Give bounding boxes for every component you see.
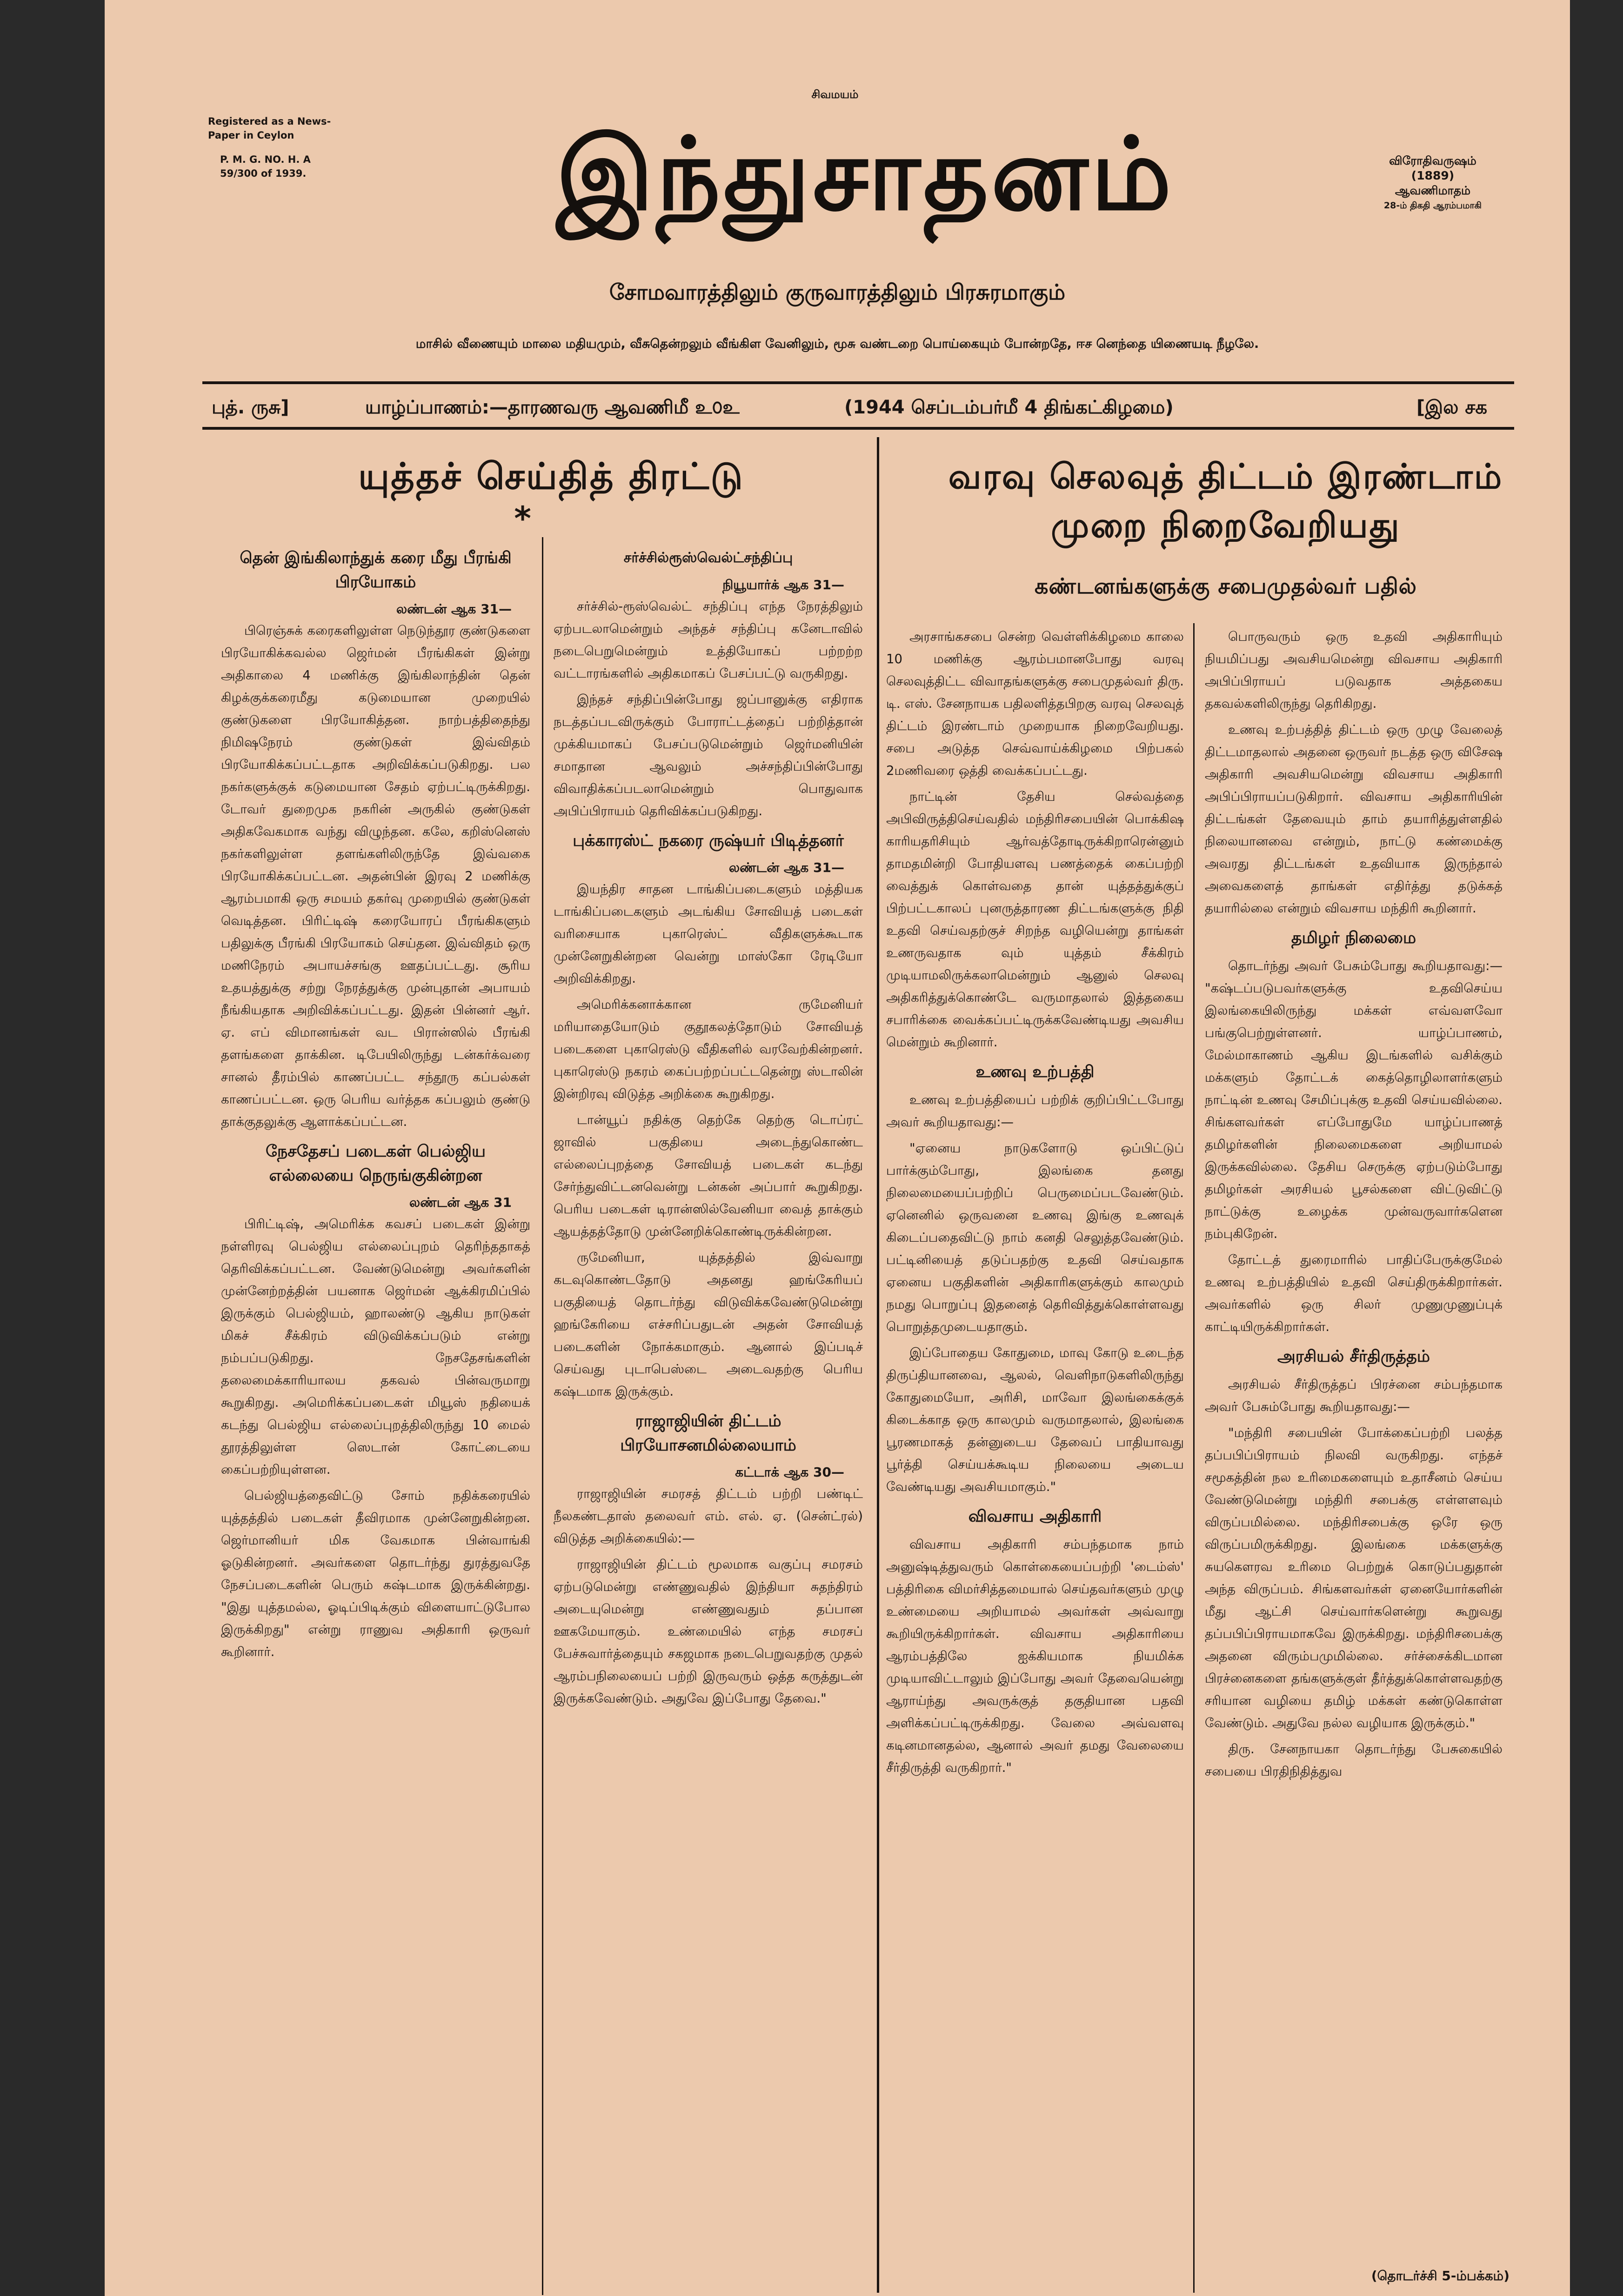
article-paragraph: டான்யூப் நதிக்கு தெற்கே தெற்கு டொப்ரட் ஜாவில் பகுதியை அடைந்துகொண்ட எல்லைப்புறத்தை சோவியத் படைகள் கடந்து சேர்ந்துவிட்டனவென்று டன்கன் அப்பார் கூறுகிறது. பெரிய படைகள் டிரான்ஸில்வேனியா வைத் தாக்கும் ஆயத்தத்தோடு முன்னேறிக்கொண்டிருக்கின்றன. <box>554 1112 863 1239</box>
headline: சர்ச்சில்ரூஸ்வெல்ட்சந்திப்பு <box>623 550 793 566</box>
headline: நேசதேசப் படைகள் பெல்ஜிய எல்லையை நெருங்குகின்றன <box>265 1142 486 1185</box>
article-paragraph: உணவு உற்பத்தியைப் பற்றிக் குறிப்பிட்டபோது அவர் கூறியதாவது:— <box>886 1092 1184 1130</box>
article-paragraph: ருமேனியா, யுத்தத்தில் இவ்வாறு கடவுகொண்டதோடு அதனது ஹங்கேரியப் பகுதியைத் தொடர்ந்து விடுவிக்கவேண்டுமென்று ஹங்கேரியை எச்சரிப்பதுடன் அதன் சோவியத் படைகளின் நோக்கமாகும். ஆனால் இப்படிச் செய்வது புடாபெஸ்டை அடைவதற்கு பெரிய கஷ்டமாக இருக்கும். <box>554 1250 863 1399</box>
registration-line: 59/300 of 1939. <box>220 168 307 179</box>
rule-bottom <box>202 427 1514 430</box>
article-paragraph: அரசாங்கசபை சென்ற வெள்ளிக்கிழமை காலை 10 மணிக்கு ஆரம்பமானபோது வரவு செலவுத்திட்ட விவாதங்களுக்கு சபைமுதல்வர் திரு. டி. எஸ். சேனநாயக பதிலளித்தபிறகு வரவு செலவுத் திட்டம் இரண்டாம் முறையாக நிறைவேறியது. சபை அடுத்த செவ்வாய்க்கிழமை பிற்பகல் 2மணிவரை ஒத்தி வைக்கப்பட்டது. <box>886 629 1184 778</box>
column-2 <box>554 539 863 2293</box>
article-paragraph: இந்தச் சந்திப்பின்போது ஜப்பானுக்கு எதிராக நடத்தப்படவிருக்கும் போராட்டத்தைப் பற்றித்தான் முக்கியமாகப் பேசப்படுமென்றும் ஜெர்மனியின் சமாதான ஆவலும் அச்சந்திப்பின்போது விவாதிக்கப்படலாமென்றும் பொதுவாக அபிப்பிராயம் தெரிவிக்கப்படுகிறது. <box>554 692 863 819</box>
volume: புத். ருசு] <box>212 397 289 418</box>
article-paragraph: "ஏனைய நாடுகளோடு ஒப்பிட்டுப் பார்க்கும்போது, இலங்கை தனது நிலைமையைப்பற்றிப் பெருமைப்படவேண்டும். ஏனெனில் ஒருவனை உணவு இங்கு உணவுக் கிடைப்பதைவிட்டு நாம் கனதி செலுத்தவேண்டும். பட்டினியைத் தடுப்பதற்கு உதவி செய்வதாக ஏனைய பகுதிகளின் அதிகாரிகளுக்கும் காலமும் நமது பொறுப்பு இதனைத் தெரிவித்துக்கொள்ளவது பொறுத்தமுடையதாகும். <box>886 1141 1184 1334</box>
headline: உணவு உற்பத்தி <box>975 1063 1095 1081</box>
year-info <box>1356 153 1509 213</box>
dateline-text: நியூயார்க் ஆக 31— <box>722 577 844 592</box>
war-news-title: யுத்தச் செய்தித் திரட்டு <box>358 456 744 498</box>
article-paragraph: இப்போதைய கோதுமை, மாவு கோடு உடைந்த திருப்தியானவை, ஆலல், வெளிநாடுகளிலிருந்து கோதுமையோ, அரிசி, மாவோ இலங்கைக்குக் கிடைக்காத ஒரு காலமும் வருமாதலால், இலங்கை பூரணமாகத் தன்னுடைய தேவைப் பாதியாவது பூர்த்தி செய்யக்கூடிய நிலையை அடைய வேண்டியது அவசியமாகும்." <box>886 1345 1184 1494</box>
article-paragraph: தொடர்ந்து அவர் பேசும்போது கூறியதாவது:— "கஷ்டப்படுபவர்களுக்கு உதவிசெய்ய இலங்கையிலிருந்து மக்கள் எவ்வளவோ பங்குபெற்றுள்ளனர். யாழ்ப்பாணம், மேல்மாகாணம் ஆகிய இடங்களில் வசிக்கும் மக்களும் தோட்டக் கைத்தொழிலாளர்களும் நாட்டின் உணவு சேமிப்புக்கு உதவி செய்யவில்லை. சிங்களவர்கள் எப்போதுமே யாழ்ப்பாணத் தமிழர்களின் நிலைமைகளை அறியாமல் இருக்கவில்லை. தேசிய செருக்கு ஏற்படும்போது தமிழர்கள் அரசியல் பூசல்களை விட்டுவிட்டு நாட்டுக்கு உழைக்க முன்வருவார்களென நம்புகிறேன். <box>1205 958 1503 1241</box>
article-paragraph: பெல்ஜியத்தைவிட்டு சோம் நதிக்கரையில் யுத்தத்தில் படைகள் தீவிரமாக முன்னேறுகின்றன. ஜெர்மானியர் மிக வேகமாக பின்வாங்கி ஓடுகின்றனர். அவர்களை தொடர்ந்து துரத்துவதே நேசப்படைகளின் பெரும் கஷ்டமாக இருக்கின்றது. "இது யுத்தமல்ல, ஓடிப்பிடிக்கும் விளையாட்டுபோல இருக்கிறது" என்று ராணுவ அதிகாரி ஒருவர் கூறினார். <box>221 1488 530 1659</box>
dateline <box>202 393 1514 421</box>
article-paragraph: ராஜாஜியின் திட்டம் மூலமாக வகுப்பு சமரசம் ஏற்படுமென்று எண்ணுவதில் இந்தியா சுதந்திரம் அடையுமென்று எண்ணுவதும் தப்பான ஊகமேயாகும். உண்மையில் எந்த சமரசப் பேச்சுவார்த்தையும் சகஜமாக நடைபெறுவதற்கு முதல் ஆரம்பநிலையைப் பற்றி இருவரும் ஒத்த கருத்துடன் இருக்கவேண்டும். அதுவே இப்போது தேவை." <box>554 1557 863 1706</box>
tagline: சோமவாரத்திலும் குருவாரத்திலும் பிரசுரமாகும் <box>609 280 1066 305</box>
budget-title-line2: முறை நிறைவேறியது <box>1051 506 1401 546</box>
star-ornament: * <box>514 499 533 538</box>
top-invocation: சிவமயம் <box>811 88 859 101</box>
registration-line: Paper in Ceylon <box>208 130 294 141</box>
headline: தென் இங்கிலாந்துக் கரை மீது பீரங்கி பிரயோகம் <box>240 549 512 592</box>
article-paragraph: தோட்டத் துரைமாரில் பாதிப்பேருக்குமேல் உணவு உற்பத்தியில் உதவி செய்திருக்கிறார்கள். அவர்களில் ஒரு சிலர் முணுமுணுப்புக் காட்டியிருக்கிறார்கள். <box>1205 1252 1503 1334</box>
article-paragraph: "மந்திரி சபையின் போக்கைப்பற்றி பலத்த தப்பபிப்பிராயம் நிலவி வருகிறது. எந்தச் சமூகத்தின் நல உரிமைகளையும் உதாசீனம் செய்ய வேண்டுமென்று மந்திரி சபைக்கு எள்ளளவும் விருப்பமில்லை. மந்திரிசபைக்கு ஒரே ஒரு விருப்பமிருக்கிறது. இலங்கை மக்களுக்கு சுயகௌரவ உரிமை பெற்றுக் கொடுப்பதுதான் அந்த விருப்பம். சிங்களவர்கள் ஏனையோர்களின் மீது ஆட்சி செய்வார்களென்று கூறுவது தப்பபிப்பிராயமாகவே இருக்கிறது. மந்திரிசபைக்கு அதனை விரும்பமுமில்லை. சர்ச்சைக்கிடமான பிரச்னைகளை தங்களுக்குள் தீர்த்துக்கொள்ளவதற்கு சரியான வழியை தமிழ் மக்கள் கண்டுகொள்ள வேண்டும். அதுவே நல்ல வழியாக இருக்கும்." <box>1205 1425 1503 1730</box>
newspaper-page <box>105 0 1570 2296</box>
headline: அரசியல் சீர்திருத்தம் <box>1277 1347 1430 1366</box>
article-paragraph: பிரிட்டிஷ், அமெரிக்க கவசப் படைகள் இன்று நள்ளிரவு பெல்ஜிய எல்லைப்புறம் தெரிந்ததாகத் தெரிவிக்கப்பட்டன. வேண்டுமென்று அவர்களின் முன்னேற்றத்தின் பயனாக ஜெர்மன் ஆக்கிரமிப்பில் இருக்கும் பெல்ஜியம், ஹாலண்டு ஆகிய நாடுகள் மிகச் சீக்கிரம் விடுவிக்கப்படும் என்று நம்பப்படுகிறது. நேசதேசங்களின் தலைமைக்காரியாலய தகவல் பின்வருமாறு கூறுகிறது. அமெரிக்கப்படைகள் மியூஸ் நதியைக் கடந்து பெல்ஜிய எல்லைப்புறத்திலிருந்து 10 மைல் தூரத்திலுள்ள ஸெடான் கோட்டையை கைப்பற்றியுள்ளன. <box>221 1217 530 1477</box>
registration-line: P. M. G. NO. H. A <box>220 154 311 165</box>
headline: ராஜாஜியின் திட்டம் பிரயோசனமில்லையாம் <box>620 1412 796 1455</box>
dateline-text: லண்டன் ஆக 31— <box>396 601 512 617</box>
column-divider <box>542 537 543 2295</box>
rule-top <box>202 381 1514 384</box>
article-paragraph: இயந்திர சாதன டாங்கிப்படைகளும் மத்தியக டாங்கிப்படைகளும் அடங்கிய சோவியத் படைகள் வரிசையாக புகாரெஸ்ட் வீதிகளுக்கூடாக முன்னேறுகின்றன வென்று மாஸ்கோ ரேடியோ அறிவிக்கிறது. <box>554 882 863 986</box>
headline: புக்காரஸ்ட் நகரை ருஷ்யர் பிடித்தனர் <box>573 832 844 850</box>
article-paragraph: உணவு உற்பத்தித் திட்டம் ஒரு முழு வேலைத் திட்டமாதலால் அதனை ஒருவர் நடத்த ஒரு விசேஷ அதிகாரி அவசியமென்று விவசாய அதிகாரி அபிப்பிராயப்படுகிறார். விவசாய அதிகாரியின் திட்டங்கள் தேவையும் தாம் தயாரித்துள்ளதில் நிலையானவை என்றும், நாட்டு கண்மைக்கு அவரது திட்டங்கள் உதவியாக இருந்தால் அவைகளைத் தாங்கள் எதிர்த்து தடுக்கத் தயாரில்லை என்றும் விவசாய மந்திரி கூறினார். <box>1205 722 1503 916</box>
article-paragraph: விவசாய அதிகாரி சம்பந்தமாக நாம் அனுஷ்டித்துவரும் கொள்கையைப்பற்றி 'டைம்ஸ்' பத்திரிகை விமர்சித்தமையால் செய்தவர்களும் முழு உண்மையை அறியாமல் அவர்கள் அவ்வாறு கூறியிருக்கிறார்கள். விவசாய அதிகாரியை ஆரம்பத்திலே ஐக்கியமாக நியமிக்க முடியாவிட்டாலும் இப்போது அவர் தேவையென்று ஆராய்ந்து அவருக்குத் தகுதியான பதவி அளிக்கப்பட்டிருக்கிறது. வேலை அவ்வளவு கடினமானதல்ல, ஆனால் அவர் தமது வேலையை சீர்திருத்தி வருகிறார்." <box>886 1537 1184 1775</box>
column-4 <box>1205 626 1503 2293</box>
article-paragraph: அமெரிக்கனாக்கான ருமேனியர் மரியாதையோடும் குதூகலத்தோடும் சோவியத் படைகளை புகாரெஸ்டு வீதிகளில் வரவேற்கின்றனர். புகாரெஸ்டு நகரம் கைப்பற்றப்பட்டதென்று ஸ்டாலின் இன்றிரவு விடுத்த அறிக்கை கூறுகிறது. <box>554 997 863 1101</box>
headline: விவசாய அதிகாரி <box>968 1507 1102 1526</box>
budget-subtitle: கண்டனங்களுக்கு சபைமுதல்வர் பதில் <box>1035 573 1417 599</box>
column-1 <box>221 539 530 2293</box>
column-divider <box>877 437 879 2293</box>
article-paragraph: ராஜாஜியின் சமரசத் திட்டம் பற்றி பண்டிட் நீலகண்டதாஸ் தலைவர் எம். எல். ஏ. (சென்ட்ரல்) விடுத்த அறிக்கையில்:— <box>554 1486 863 1546</box>
place-date: யாழ்ப்பாணம்:—தாரணவரு ஆவணிமீ உ௦உ <box>365 397 740 418</box>
dateline-text: கட்டாக் ஆக 30— <box>735 1464 844 1480</box>
article-paragraph: பொருவரும் ஒரு உதவி அதிகாரியும் நியமிப்பது அவசியமென்று விவசாய அதிகாரி அபிப்பிராயப் படுவதாக அத்தகைய தகவல்களிலிருந்து தெரிகிறது. <box>1205 629 1503 711</box>
budget-title-line1: வரவு செலவுத் திட்டம் இரண்டாம் <box>948 457 1503 497</box>
motto: மாசில் வீணையும் மாலை மதியமும், வீசுதென்றலும் வீங்கிள வேனிலும், மூசு வண்டறை பொய்கையும் போன்றதே, ஈச னெந்தை யிணையடி நீழலே. <box>415 337 1259 351</box>
newspaper-title: இந்துசாதனம் <box>556 116 1175 233</box>
issue-number: [இல சக <box>1416 397 1488 418</box>
article-paragraph: சர்ச்சில்-ரூஸ்வெல்ட் சந்திப்பு எந்த நேரத்திலும் ஏற்படலாமென்றும் அந்தச் சந்திப்பு கனேடாவில் நடைபெறுமென்றும் உத்தியோகப் பற்றற்ற வட்டாரங்களில் அதிகமாகப் பேசப்பட்டு வருகிறது. <box>554 599 863 681</box>
article-paragraph: நாட்டின் தேசிய செல்வத்தை அபிவிருத்திசெய்வதில் மந்திரிசபையின் பொக்கிஷ காரியதரிசியும் ஆர்வத்தோடிருக்கிறாரென்னும் தாமதமின்றி போதியளவு பணத்தைக் கைப்பற்றி வைத்துக் கொள்வதை தான் யுத்தத்துக்குப் பிற்பட்டகாலப் புனருத்தாரண திட்டங்களுக்கு நிதி உதவி செய்வதற்குச் சிறந்த வழியென்று தாங்கள் உணருவதாக வும் யுத்தம் சீக்கிரம் முடியாமலிருக்கலாமென்றும் ஆனுல் செலவு அதிகரித்துக்கொண்டே வருமாதலால் இத்தகைய சபாரிக்கை வைக்கப்பட்டிருக்கவேண்டியது அவசிய மென்றும் கூறினார். <box>886 789 1184 1050</box>
dateline-text: லண்டன் ஆக 31 <box>409 1195 512 1210</box>
dateline-text: லண்டன் ஆக 31— <box>728 860 844 875</box>
registration-note <box>208 114 357 180</box>
column-3 <box>886 626 1184 2293</box>
year-line: 28-ம் திகதி ஆரம்பமாகி <box>1383 200 1482 211</box>
english-date: (1944 செப்டம்பர்மீ 4 திங்கட்கிழமை) <box>844 397 1174 418</box>
year-line: ஆவணிமாதம் <box>1395 184 1471 197</box>
article-paragraph: அரசியல் சீர்திருத்தப் பிரச்னை சம்பந்தமாக அவர் பேசும்போது கூறியதாவது:— <box>1205 1377 1503 1414</box>
column-divider <box>1193 623 1195 2293</box>
article-paragraph: திரு. சேனநாயகா தொடர்ந்து பேசுகையில் சபையை பிரதிநிதித்துவ <box>1205 1742 1503 1779</box>
headline: தமிழர் நிலைமை <box>1291 929 1416 947</box>
article-paragraph: பிரெஞ்சுக் கரைகளிலுள்ள நெடுந்தூர குண்டுகளை பிரயோகிக்கவல்ல ஜெர்மன் பீரங்கிகள் இன்று அதிகாலை 4 மணிக்கு இங்கிலாந்தின் தென் கிழக்குக்கரைமீது கடுமையான முறையில் குண்டுகளை பிரயோகித்தன. நாற்பத்திதைந்து நிமிஷநேரம் குண்டுகள் இவ்விதம் பிரயோகிக்கப்பட்டதாக அறிவிக்கப்படுகிறது. பல நகர்களுக்குக் கடுமையான சேதம் ஏற்பட்டிருக்கிறது. டோவர் துறைமுக நகரின் அருகில் குண்டுகள் அதிகவேகமாக வந்து விழுந்தன. கலே, கறிஸ்னெஸ் நகர்களிலுள்ள தளங்களிலிருந்தே இவ்வகை பிரயோகிக்கப்பட்டன. அதன்பின் இரவு 2 மணிக்கு ஆரம்பமாகி ஒரு சமயம் தகர்வு முறையில் குண்டுகள் வெடித்தன. பிரிட்டிஷ் கரையோரப் பீரங்கிகளும் பதிலுக்கு பீரங்கி பிரயோகம் செய்தன. இவ்விதம் ஒரு மணிநேரம் அபாயச்சங்கு ஊதப்பட்டது. சூரிய உதயத்துக்கு சற்று நேரத்துக்கு முன்புதான் அபாயம் நீங்கியதாக அறிவிக்கப்பட்டது. இதன் பின்னர் ஆர். ஏ. எப் விமானங்கள் வட பிரான்ஸில் பீரங்கி தளங்களை தாக்கின. டிபேயிலிருந்து டன்கர்க்வரை சானல் தீரம்பில் காணப்பட்ட சந்தூரு கப்பல்கள் காணப்பட்டன. ஒரு பெரிய வர்த்தக கப்பலும் குண்டு தாக்குதலுக்கு ஆளாக்கப்பட்டன. <box>221 623 530 1129</box>
year-line: விரோதிவருஷம் <box>1389 154 1476 167</box>
registration-line: Registered as a News- <box>208 116 331 127</box>
continued-note: (தொடர்ச்சி 5-ம்பக்கம்) <box>1371 2268 1509 2283</box>
year-line: (1889) <box>1411 169 1455 182</box>
